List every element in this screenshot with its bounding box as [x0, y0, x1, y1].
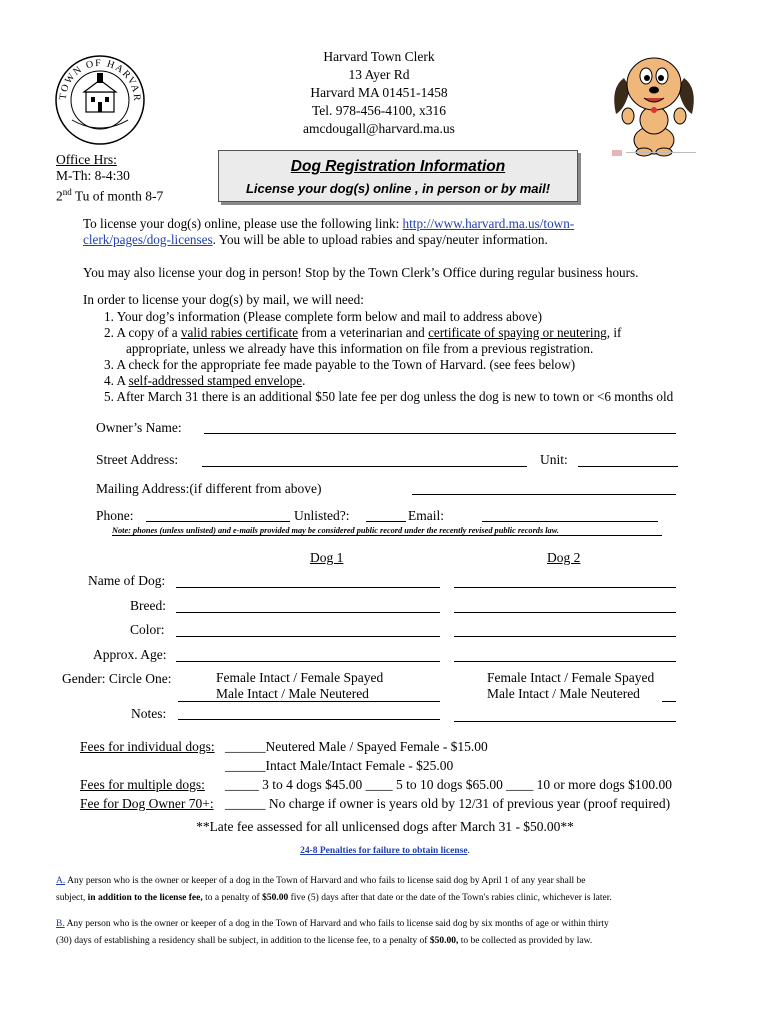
clerk-city: Harvard MA 01451-1458	[310, 85, 448, 100]
fees-multiple-label: Fees for multiple dogs:	[80, 777, 205, 792]
online-paragraph: To license your dog(s) online, please use the following link: http://www.harvard.ma.us/town- clerk/pages/dog-licenses. You will be able to upload rabies and spay/neuter information.	[83, 216, 575, 247]
clerk-phone: Tel. 978-456-4100, x316	[311, 103, 447, 118]
phone-label: Phone:	[96, 508, 134, 523]
dog1-age-field[interactable]	[176, 661, 440, 662]
office-hours	[56, 152, 163, 205]
mail-intro: In order to license your dog(s) by mail, we will need:	[83, 292, 364, 307]
dog1-gender-underline	[178, 701, 440, 702]
dog2-breed-field[interactable]	[454, 612, 676, 613]
dog2-gender-row1[interactable]: Female Intact / Female Spayed	[487, 670, 655, 685]
mail-requirements-list	[104, 309, 744, 405]
clerk-address-block	[270, 48, 488, 138]
dog1-color-field[interactable]	[176, 636, 440, 637]
small-mark-icon	[612, 150, 622, 156]
clerk-street: 13 Ayer Rd	[348, 67, 410, 82]
office-hours-weekday: M-Th: 8-4:30	[56, 168, 130, 183]
unlisted-field[interactable]	[366, 521, 406, 522]
late-fee-notice: **Late fee assessed for all unlicensed dogs after March 31 - $50.00**	[196, 819, 574, 834]
penalties-heading: 24-8 Penalties for failure to obtain license.	[300, 846, 470, 856]
mailing-address-label: Mailing Address:(if different from above)	[96, 481, 322, 496]
mailing-address-field[interactable]	[412, 494, 676, 495]
fees-multiple-options[interactable]: _____ 3 to 4 dogs $45.00 ____ 5 to 10 dogs $65.00 ____ 10 or more dogs $100.00	[225, 777, 672, 792]
gender-label: Gender: Circle One:	[62, 671, 172, 686]
dog1-column-header: Dog 1	[310, 550, 344, 565]
unlisted-label: Unlisted?:	[294, 508, 350, 523]
list-item-cont: appropriate, unless we already have this information on file from a previous registration.	[126, 341, 594, 356]
phone-field[interactable]	[146, 521, 290, 522]
dog1-breed-field[interactable]	[176, 612, 440, 613]
fees-owner70-option[interactable]: ______ No charge if owner is years old by 12/31 of previous year (proof required)	[225, 796, 671, 811]
penalty-b-mark[interactable]: B.	[56, 919, 65, 929]
penalty-a-mark[interactable]: A.	[56, 876, 66, 886]
office-hours-tuesday: 2nd Tu of month 8-7	[56, 187, 164, 204]
small-caption-line	[626, 152, 696, 153]
penalties-title[interactable]: 24-8 Penalties for failure to obtain license	[300, 846, 468, 856]
unit-label: Unit:	[540, 452, 568, 467]
dog2-gender-underline	[662, 701, 676, 702]
dog2-column-header: Dog 2	[547, 550, 581, 565]
dog1-notes-field[interactable]	[178, 719, 440, 720]
dog1-gender-row2[interactable]: Male Intact / Male Neutered	[216, 686, 369, 701]
public-records-note: Note: phones (unless unlisted) and e-mails provided may be considered public record under the recently revised public records law.	[112, 526, 662, 536]
banner-subtitle: License your dog(s) online , in person or by mail!	[245, 181, 551, 196]
notes-label: Notes:	[131, 706, 167, 721]
clerk-email[interactable]: amcdougall@harvard.ma.us	[303, 121, 455, 136]
owner-name-field[interactable]	[204, 433, 676, 434]
list-item: 3. A check for the appropriate fee made payable to the Town of Harvard. (see fees below)	[104, 357, 576, 372]
dog2-name-field[interactable]	[454, 587, 676, 588]
fees-owner70-label: Fee for Dog Owner 70+:	[80, 796, 214, 811]
cartoon-dog-illustration	[606, 48, 702, 158]
list-item: 5. After March 31 there is an additional $50 late fee per dog unless the dog is new to town or <6 months old	[104, 389, 674, 404]
breed-label: Breed:	[130, 598, 166, 613]
office-hours-label: Office Hrs:	[56, 152, 117, 167]
registration-banner	[218, 150, 578, 202]
online-license-link[interactable]: http://www.harvard.ma.us/town-	[402, 216, 575, 231]
unit-field[interactable]	[578, 466, 678, 467]
email-label: Email:	[408, 508, 444, 523]
town-seal-logo	[54, 54, 146, 146]
clerk-title: Harvard Town Clerk	[323, 49, 435, 64]
dog1-name-field[interactable]	[176, 587, 440, 588]
dog1-gender-row1[interactable]: Female Intact / Female Spayed	[216, 670, 384, 685]
dog2-notes-field[interactable]	[454, 721, 676, 722]
age-label: Approx. Age:	[93, 647, 167, 662]
banner-title: Dog Registration Information	[290, 158, 506, 175]
in-person-paragraph: You may also license your dog in person! Stop by the Town Clerk’s Office during regular business hours.	[83, 265, 639, 280]
street-address-label: Street Address:	[96, 452, 179, 467]
list-item: 1. Your dog’s information (Please complete form below and mail to address above)	[104, 309, 543, 324]
color-label: Color:	[130, 622, 165, 637]
owner-name-label: Owner’s Name:	[96, 420, 182, 435]
street-address-field[interactable]	[202, 466, 527, 467]
penalty-b: B. Any person who is the owner or keeper of a dog in the Town of Harvard and who fails to license said dog by six months of age or within thirty (30) days of establishing a residency shall be subject, in addition to the license fee, to a penalty of $50.00, to be collected as provided by law.	[56, 919, 609, 946]
fees-individual-2[interactable]: ______Intact Male/Intact Female - $25.00	[225, 758, 454, 773]
fees-individual-label: Fees for individual dogs:	[80, 739, 215, 754]
online-license-link-cont[interactable]: clerk/pages/dog-licenses	[83, 232, 213, 247]
dog2-color-field[interactable]	[454, 636, 676, 637]
list-item: 2. A copy of a valid rabies certificate from a veterinarian and certificate of spaying or neutering, if	[104, 325, 622, 340]
list-item: 4. A self-addressed stamped envelope.	[104, 373, 306, 388]
email-field[interactable]	[482, 521, 658, 522]
dog-name-label: Name of Dog:	[88, 573, 166, 588]
dog2-gender-row2[interactable]: Male Intact / Male Neutered	[487, 686, 640, 701]
penalty-a: A. Any person who is the owner or keeper of a dog in the Town of Harvard and who fails to license said dog by April 1 of any year shall be subject, in addition to the license fee, to a penalty of $50.00 five (5) days after that date or the date of the Town's rabies clinic, whichever is later.	[56, 876, 612, 903]
dog2-age-field[interactable]	[454, 661, 676, 662]
svg-text:TOWN OF HARVARD MASS.: TOWN OF HARVAR	[57, 57, 143, 103]
fees-individual-1[interactable]: ______Neutered Male / Spayed Female - $15.00	[225, 739, 488, 754]
